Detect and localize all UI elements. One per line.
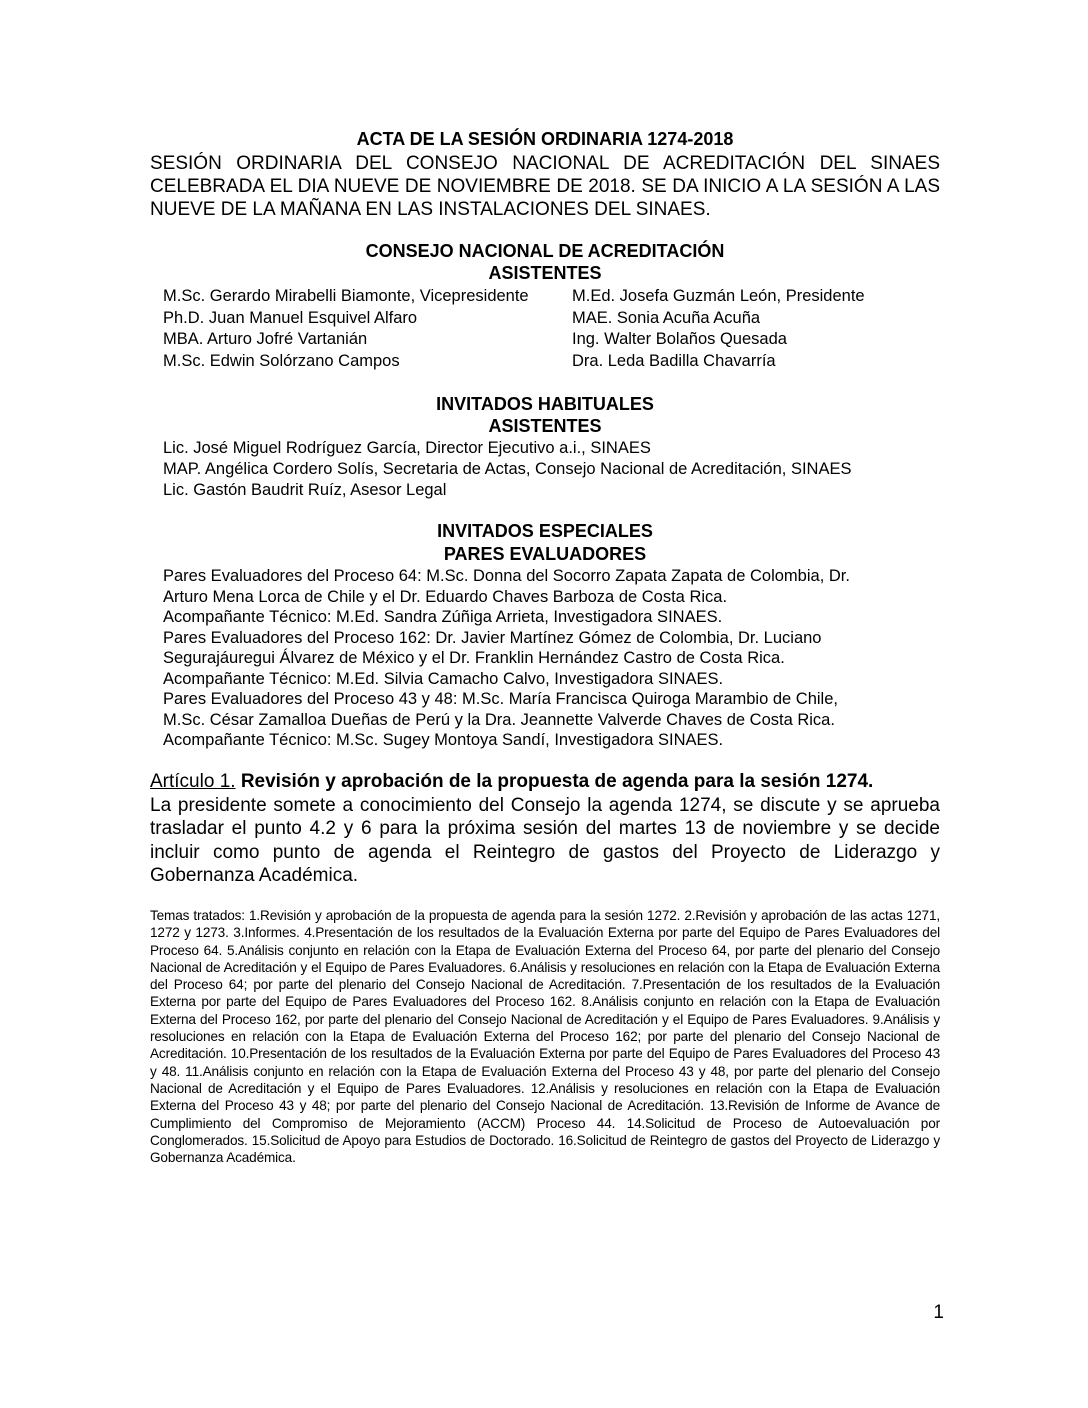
attendee: Dra. Leda Badilla Chavarría	[572, 351, 776, 370]
attendee: M.Ed. Josefa Guzmán León, Presidente	[572, 287, 865, 305]
list-line: Acompañante Técnico: M.Ed. Sandra Zúñiga Arrieta, Investigadora SINAES.	[163, 608, 723, 626]
consejo-subheading: ASISTENTES	[488, 263, 602, 283]
attendee: MBA. Arturo Jofré Vartanián	[163, 330, 368, 348]
page-number: 1	[933, 1302, 944, 1323]
article-title: Revisión y aprobación de la propuesta de agenda para la sesión 1274.	[240, 771, 874, 792]
list-line: Segurajáuregui Álvarez de México y el Dr. Franklin Hernández Castro de Costa Rica.	[163, 649, 785, 667]
intro-paragraph: SESIÓN ORDINARIA DEL CONSEJO NACIONAL DE ACREDITACIÓN DEL SINAES CELEBRADA EL DIA NUEVE DE NOVIEMBRE DE 2018. SE DA INICIO A LA SESIÓN A LAS NUEVE DE LA MAÑANA EN LAS INSTALACIONES DEL SINAES.	[150, 153, 940, 220]
article-heading	[150, 770, 940, 794]
list-item: MAP. Angélica Cordero Solís, Secretaria de Actas, Consejo Nacional de Acreditación, SINAES	[163, 460, 852, 478]
especiales-heading: INVITADOS ESPECIALES	[437, 521, 653, 541]
habituales-heading: INVITADOS HABITUALES	[436, 394, 654, 414]
attendee: M.Sc. Gerardo Mirabelli Biamonte, Vicepresidente	[163, 287, 529, 305]
topics-paragraph: Temas tratados: 1.Revisión y aprobación de la propuesta de agenda para la sesión 1272. 2.Revisión y aprobación de las actas 1271, 1272 y 1273. 3.Informes. 4.Presentación de los resultados de la Evaluación Externa por parte del Equipo de Pares Evaluadores del Proceso 64. 5.Análisis conjunto en relación con la Etapa de Evaluación Externa del Proceso 64, por parte del plenario del Consejo Nacional de Acreditación y el Equipo de Pares Evaluadores. 6.Análisis y resoluciones en relación con la Etapa de Evaluación Externa del Proceso 64; por parte del plenario del Consejo Nacional de Acreditación. 7.Presentación de los resultados de la Evaluación Externa por parte del Equipo de Pares Evaluadores del Proceso 162. 8.Análisis conjunto en relación con la Etapa de Evaluación Externa del Proceso 162, por parte del plenario del Consejo Nacional de Acreditación y el Equipo de Pares Evaluadores. 9.Análisis y resoluciones en relación con la Etapa de Evaluación Externa del Proceso 162; por parte del plenario del Consejo Nacional de Acreditación. 10.Presentación de los resultados de la Evaluación Externa por parte del Equipo de Pares Evaluadores del Proceso 43 y 48. 11.Análisis conjunto en relación con la Etapa de Evaluación Externa del Proceso 43 y 48, por parte del plenario del Consejo Nacional de Acreditación y el Equipo de Pares Evaluadores. 12.Análisis y resoluciones en relación con la Etapa de Evaluación Externa del Proceso 43 y 48; por parte del plenario del Consejo Nacional de Acreditación. 13.Revisión de Informe de Avance de Cumplimiento del Compromiso de Mejoramiento (ACCM) Proceso 44. 14.Solicitud de Proceso de Autoevaluación por Conglomerados. 15.Solicitud de Apoyo para Estudios de Doctorado. 16.Solicitud de Reintegro de gastos del Proyecto de Liderazgo y Gobernanza Académica.	[150, 908, 940, 1166]
list-line: Pares Evaluadores del Proceso 43 y 48: M.Sc. María Francisca Quiroga Marambio de Chile,	[163, 690, 838, 708]
attendee: Ing. Walter Bolaños Quesada	[572, 330, 787, 348]
especiales-list	[163, 566, 943, 751]
list-line: Acompañante Técnico: M.Sc. Sugey Montoya Sandí, Investigadora SINAES.	[163, 731, 724, 749]
list-line: Acompañante Técnico: M.Ed. Silvia Camacho Calvo, Investigadora SINAES.	[163, 669, 724, 688]
list-line: M.Sc. César Zamalloa Dueñas de Perú y la Dra. Jeannette Valverde Chaves de Costa Rica.	[163, 710, 835, 729]
article-body: La presidente somete a conocimiento del Consejo la agenda 1274, se discute y se aprueba trasladar el punto 4.2 y 6 para la próxima sesión del martes 13 de noviembre y se decide incluir como punto de agenda el Reintegro de gastos del Proyecto de Liderazgo y Gobernanza Académica.	[150, 794, 940, 886]
attendee: Ph.D. Juan Manuel Esquivel Alfaro	[163, 308, 418, 327]
habituales-subheading: ASISTENTES	[488, 416, 602, 436]
consejo-heading: CONSEJO NACIONAL DE ACREDITACIÓN	[365, 241, 725, 261]
attendee: MAE. Sonia Acuña Acuña	[572, 308, 761, 327]
attendee: M.Sc. Edwin Solórzano Campos	[163, 351, 400, 370]
attendees-left-column	[163, 286, 529, 372]
list-line: Pares Evaluadores del Proceso 162: Dr. Javier Martínez Gómez de Colombia, Dr. Luciano	[163, 628, 822, 647]
habituales-list	[163, 438, 943, 501]
list-item: Lic. José Miguel Rodríguez García, Director Ejecutivo a.i., SINAES	[163, 439, 651, 457]
list-line: Pares Evaluadores del Proceso 64: M.Sc. Donna del Socorro Zapata Zapata de Colombia, Dr.	[163, 567, 850, 585]
document-title: ACTA DE LA SESIÓN ORDINARIA 1274-2018	[356, 129, 734, 149]
article-label: Artículo 1.	[150, 771, 236, 792]
especiales-subheading: PARES EVALUADORES	[443, 544, 647, 564]
list-line: Arturo Mena Lorca de Chile y el Dr. Eduardo Chaves Barboza de Costa Rica.	[163, 587, 728, 606]
list-item: Lic. Gastón Baudrit Ruíz, Asesor Legal	[163, 481, 447, 499]
attendees-right-column	[572, 286, 865, 372]
article-1	[150, 770, 940, 888]
